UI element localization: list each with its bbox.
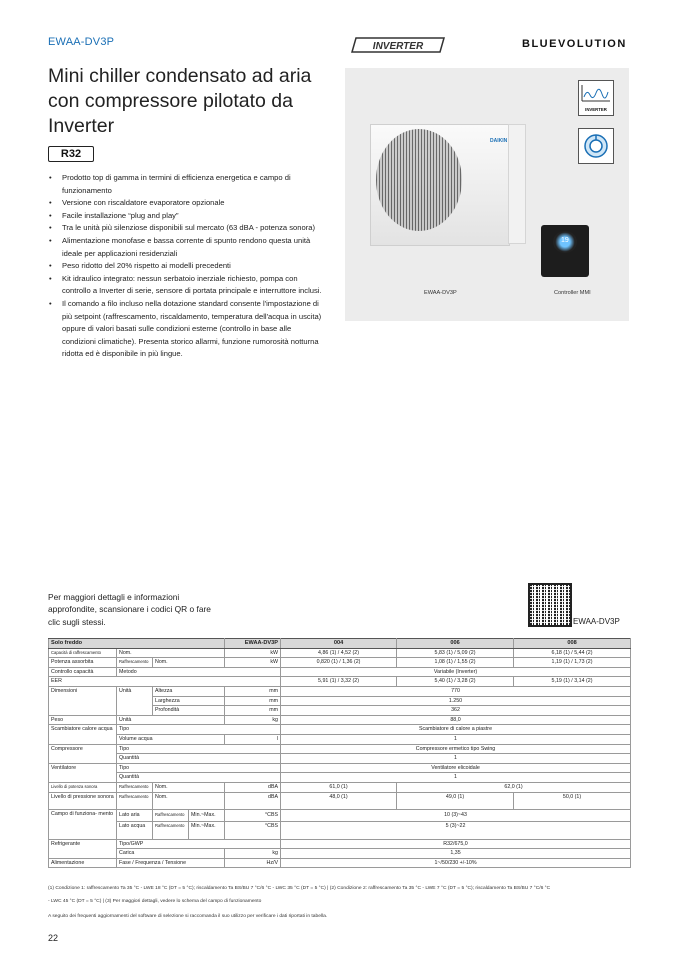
footnote-conditions-cont: - LWC 45 °C (DT = 5 °C) | (3) Per maggiori dettagli, vedere lo schema del campo di funzionamento bbox=[48, 899, 262, 904]
row-value: 1 bbox=[281, 734, 631, 744]
page-title: Mini chiller condensato ad aria con compressore pilotato da Inverter bbox=[48, 65, 312, 137]
row-value: 1 bbox=[281, 773, 631, 783]
row-label: EER bbox=[49, 677, 281, 687]
row-value: 10 (3)~43 bbox=[281, 809, 631, 821]
row-label: Alimentazione bbox=[49, 858, 117, 868]
row-sublabel: Lato aria bbox=[117, 809, 153, 821]
controller-caption: Controller MMI bbox=[554, 290, 591, 296]
table-row bbox=[49, 858, 631, 868]
row-label: Controllo capacità bbox=[49, 667, 117, 677]
row-sublabel: Fase / Frequenza / Tensione bbox=[117, 858, 225, 868]
model-004-header: 004 bbox=[281, 639, 397, 649]
row-value: Ventilatore elicoidale bbox=[281, 763, 631, 773]
row-value: Compressore ermetico tipo Swing bbox=[281, 744, 631, 754]
row-label: Dimensioni bbox=[49, 686, 117, 715]
row-sublabel: Tipo/GWP bbox=[117, 839, 281, 849]
table-row bbox=[49, 754, 631, 764]
row-label: Refrigerante bbox=[49, 839, 117, 858]
model-tag: EWAA-DV3P bbox=[48, 36, 115, 48]
row-sublabel: Unità bbox=[117, 686, 153, 715]
row-sublabel: Raffrescamento bbox=[117, 792, 153, 809]
row-value: R32/675,0 bbox=[281, 839, 631, 849]
row-value: 1,08 (1) / 1,55 (2) bbox=[397, 658, 514, 668]
row-label: Scambiatore calore acqua bbox=[49, 725, 117, 744]
table-row bbox=[49, 686, 631, 696]
row-unit: dBA bbox=[225, 782, 281, 792]
row-sublabel: Raffrescamento bbox=[117, 658, 153, 668]
row-value: 5,91 (1) / 3,32 (2) bbox=[281, 677, 397, 687]
row-sublabel: Tipo bbox=[117, 763, 281, 773]
table-row bbox=[49, 782, 631, 792]
qr-instructions: Per maggiori dettagli e informazioni approfondite, scansionare i codici QR o fare clic sugli stessi. bbox=[48, 592, 211, 627]
bluevolution-logo: BLUEVOLUTION bbox=[522, 38, 627, 50]
row-value: 49,0 (1) bbox=[397, 792, 514, 809]
feature-item: • Il comando a filo incluso nella dotazione standard consente l'impostazione di più setpoint (raffrescamento, riscaldamento, temperatura dell'acqua in uscita) oppure di valori basati sulle condizioni esterne (controllo in base alle condizioni climatiche). Presenta storico allarmi, funzione rumorosità notturna ridotta ed è disponibile in più lingue. bbox=[62, 298, 324, 361]
row-sublabel: Raffrescamento bbox=[153, 809, 189, 821]
feature-item: • Peso ridotto del 20% rispetto ai modelli precedenti bbox=[62, 260, 324, 273]
row-value: 770 bbox=[281, 686, 631, 696]
row-label: Capacità di raffrescamento bbox=[49, 648, 117, 658]
row-value: 62,0 (1) bbox=[397, 782, 631, 792]
inverter-icon-label: INVERTER bbox=[585, 107, 607, 112]
row-label: Peso bbox=[49, 715, 117, 725]
table-row bbox=[49, 648, 631, 658]
table-row bbox=[49, 667, 631, 677]
controller-display-value: 19 bbox=[561, 237, 569, 244]
row-sublabel: Raffrescamento bbox=[153, 821, 189, 839]
table-row bbox=[49, 763, 631, 773]
row-unit: kW bbox=[225, 658, 281, 668]
page-number: 22 bbox=[48, 933, 59, 943]
feature-item: • Alimentazione monofase e bassa corrente di spunto rendono questa unità ideale per applicazioni residenziali bbox=[62, 235, 324, 260]
table-row bbox=[49, 849, 631, 859]
row-label: Livello di pressione sonora bbox=[49, 792, 117, 809]
row-sublabel: Min.~Max. bbox=[189, 821, 225, 839]
row-sublabel: Metodo bbox=[117, 667, 281, 677]
row-value: 61,0 (1) bbox=[281, 782, 397, 792]
row-value: 1 bbox=[281, 754, 631, 764]
table-row bbox=[49, 839, 631, 849]
row-value: 1.250 bbox=[281, 696, 631, 706]
row-value: 5,40 (1) / 3,28 (2) bbox=[397, 677, 514, 687]
row-sublabel: Nom. bbox=[153, 782, 225, 792]
row-unit: kg bbox=[225, 849, 281, 859]
unit-brand-mark: DAIKIN bbox=[490, 138, 508, 144]
row-unit: dBA bbox=[225, 792, 281, 809]
row-sublabel: Tipo bbox=[117, 725, 281, 735]
table-row bbox=[49, 658, 631, 668]
qr-label: EWAA-DV3P bbox=[573, 617, 620, 626]
row-label: Livello di potenza sonora bbox=[49, 782, 117, 792]
row-sublabel: Min.~Max. bbox=[189, 809, 225, 821]
row-unit: l bbox=[225, 734, 281, 744]
feature-item: • Kit idraulico integrato: nessun serbatoio inerziale richiesto, pompa con controllo a Inverter di serie, sensore di portata principale e interruttore inclusi. bbox=[62, 273, 324, 298]
model-006-header: 006 bbox=[397, 639, 514, 649]
row-sublabel: Altezza bbox=[153, 686, 225, 696]
row-value: 6,18 (1) / 5,44 (2) bbox=[514, 648, 631, 658]
table-row bbox=[49, 792, 631, 809]
row-unit: kg bbox=[225, 715, 281, 725]
table-row bbox=[49, 744, 631, 754]
fan-grille bbox=[376, 129, 462, 231]
row-sublabel: Unità bbox=[117, 715, 225, 725]
row-sublabel: Nom. bbox=[153, 658, 225, 668]
row-unit: °CBS bbox=[225, 809, 281, 821]
table-model-header: EWAA-DV3P bbox=[225, 639, 281, 649]
table-row bbox=[49, 725, 631, 735]
qr-code[interactable] bbox=[528, 583, 572, 627]
table-row bbox=[49, 821, 631, 839]
table-row bbox=[49, 809, 631, 821]
row-sublabel: Volume acqua bbox=[117, 734, 225, 744]
footnote-conditions: (1) Condizione 1: raffrescamento Ta 35 °C - LWE 18 °C (DT = 5 °C); riscaldamento Ta BS/BU 7 °C/6 °C - LWC 35 °C (DT = 5 °C) | (2) Condizione 2: raffrescamento Ta 35 °C - LWE 7 °C (DT = 5 °C); riscaldamento Ta BS/BU 7 °C/6 °C bbox=[48, 886, 551, 891]
row-label: Campo di funziona- mento bbox=[49, 809, 117, 839]
hydro-kit-icon bbox=[578, 128, 614, 164]
row-value: 5,19 (1) / 3,14 (2) bbox=[514, 677, 631, 687]
inverter-logo bbox=[348, 34, 448, 56]
table-header-row bbox=[49, 639, 631, 649]
table-row bbox=[49, 715, 631, 725]
row-sublabel: Tipo bbox=[117, 744, 281, 754]
feature-item: • Tra le unità più silenziose disponibili sul mercato (63 dBA - potenza sonora) bbox=[62, 222, 324, 235]
feature-list bbox=[48, 172, 324, 361]
feature-item: • Versione con riscaldatore evaporatore opzionale bbox=[62, 197, 324, 210]
row-value: Variabile (Inverter) bbox=[281, 667, 631, 677]
row-value: 48,0 (1) bbox=[281, 792, 397, 809]
row-value: 5,83 (1) / 5,09 (2) bbox=[397, 648, 514, 658]
footnote-software: A seguito dei frequenti aggiornamenti del software di selezione si raccomanda il suo utilizzo per verificare i dati riportati in tabella. bbox=[48, 914, 328, 919]
unit-caption: EWAA-DV3P bbox=[424, 290, 457, 296]
table-row bbox=[49, 734, 631, 744]
outdoor-unit-side bbox=[508, 124, 526, 244]
row-sublabel: Carica bbox=[117, 849, 225, 859]
table-section-title: Solo freddo bbox=[49, 639, 225, 649]
spec-table bbox=[48, 638, 631, 868]
refrigerant-badge: R32 bbox=[48, 146, 94, 162]
row-sublabel: Quantità bbox=[117, 773, 281, 783]
feature-item: • Facile installazione “plug and play” bbox=[62, 210, 324, 223]
row-sublabel: Lato acqua bbox=[117, 821, 153, 839]
row-unit: °CBS bbox=[225, 821, 281, 839]
row-value: 1~/50/230 +/-10% bbox=[281, 858, 631, 868]
row-unit: mm bbox=[225, 686, 281, 696]
table-row bbox=[49, 677, 631, 687]
table-row bbox=[49, 773, 631, 783]
row-unit: kW bbox=[225, 648, 281, 658]
row-sublabel: Quantità bbox=[117, 754, 281, 764]
row-value: 0,820 (1) / 1,36 (2) bbox=[281, 658, 397, 668]
row-label: Compressore bbox=[49, 744, 117, 763]
row-value: 1,35 bbox=[281, 849, 631, 859]
row-value: 88,0 bbox=[281, 715, 631, 725]
row-sublabel: Nom. bbox=[117, 648, 225, 658]
row-unit: Hz/V bbox=[225, 858, 281, 868]
row-value: 362 bbox=[281, 706, 631, 716]
row-value: 5 (3)~22 bbox=[281, 821, 631, 839]
row-unit: mm bbox=[225, 706, 281, 716]
row-label: Potenza assorbita bbox=[49, 658, 117, 668]
model-008-header: 008 bbox=[514, 639, 631, 649]
feature-item: • Prodotto top di gamma in termini di efficienza energetica e campo di funzionamento bbox=[62, 172, 324, 197]
row-sublabel: Larghezza bbox=[153, 696, 225, 706]
row-value: 1,19 (1) / 1,73 (2) bbox=[514, 658, 631, 668]
row-unit: mm bbox=[225, 696, 281, 706]
row-sublabel: Profondità bbox=[153, 706, 225, 716]
row-sublabel: Nom. bbox=[153, 792, 225, 809]
inverter-logo-text: INVERTER bbox=[372, 41, 424, 52]
row-value: 4,86 (1) / 4,52 (2) bbox=[281, 648, 397, 658]
row-value: Scambiatore di calore a piastre bbox=[281, 725, 631, 735]
row-sublabel: Raffrescamento bbox=[117, 782, 153, 792]
row-value: 50,0 (1) bbox=[514, 792, 631, 809]
row-label: Ventilatore bbox=[49, 763, 117, 782]
